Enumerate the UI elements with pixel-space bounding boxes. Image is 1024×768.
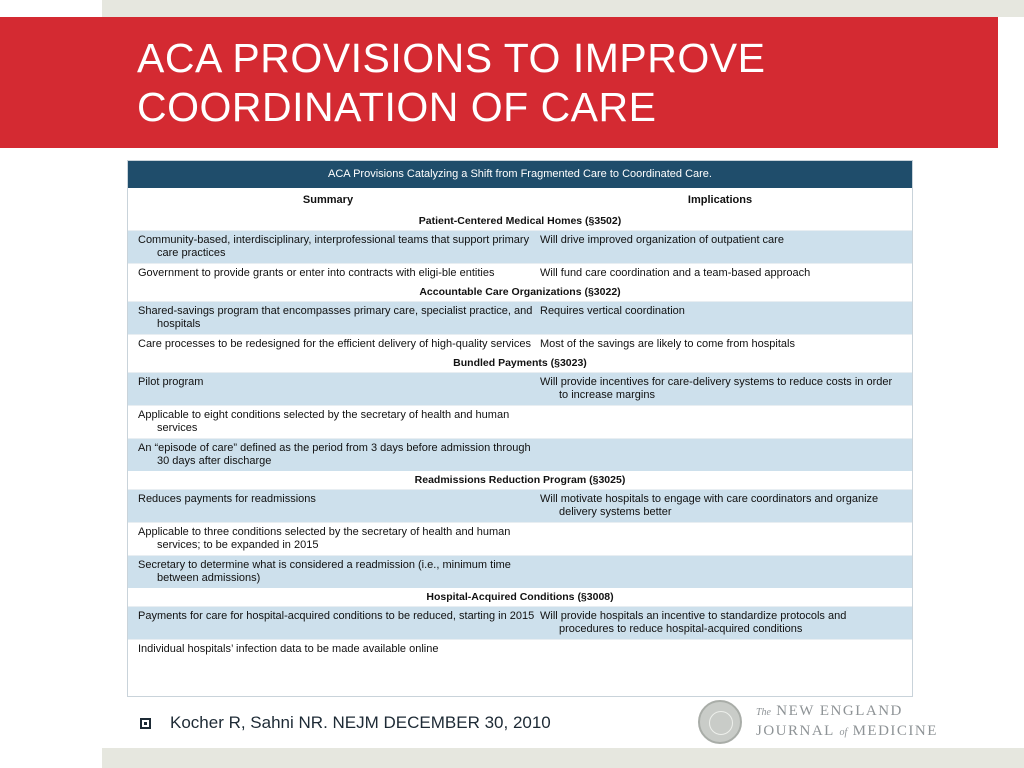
summary-cell [128, 607, 540, 639]
section-heading: Accountable Care Organizations (§3022) [128, 283, 912, 301]
summary-text: Pilot program [138, 376, 204, 388]
table-row [128, 555, 912, 588]
table-row [128, 263, 912, 283]
implication-cell [540, 607, 912, 639]
section-heading: Patient-Centered Medical Homes (§3502) [128, 212, 912, 230]
square-bullet-icon [140, 718, 151, 729]
provisions-table [127, 160, 913, 697]
summary-cell [128, 490, 540, 522]
implication-cell [540, 556, 912, 588]
summary-text: Applicable to eight conditions selected by the secretary of health and human services [138, 409, 510, 434]
logo-the: The [756, 707, 771, 718]
column-headers [128, 188, 912, 212]
summary-cell [128, 556, 540, 588]
table-row [128, 522, 912, 555]
citation [140, 713, 551, 733]
column-header-implications: Implications [687, 194, 753, 206]
citation-text: Kocher R, Sahni NR. NEJM DECEMBER 30, 2010 [170, 713, 551, 732]
slide-title-line2: COORDINATION OF CARE [137, 84, 657, 130]
implication-text: Will motivate hospitals to engage with care coordinators and organize delivery systems better [540, 493, 879, 518]
logo-of: of [839, 727, 848, 738]
implication-cell [540, 231, 912, 263]
table-row [128, 489, 912, 522]
table-row [128, 230, 912, 263]
implication-text: Will provide incentives for care-delivery systems to reduce costs in order to increase margins [540, 376, 893, 401]
summary-text: Applicable to three conditions selected by the secretary of health and human services; to be expanded in 2015 [138, 526, 511, 551]
nejm-logo [698, 698, 988, 746]
nejm-logo-text [756, 702, 938, 742]
implication-cell [540, 640, 912, 659]
summary-text: An “episode of care” defined as the period from 3 days before admission through 30 days after discharge [138, 442, 531, 467]
summary-cell [128, 406, 540, 438]
implication-text: Most of the savings are likely to come from hospitals [540, 338, 795, 350]
implication-cell [540, 373, 912, 405]
summary-text: Care processes to be redesigned for the efficient delivery of high-quality services [138, 338, 531, 350]
summary-cell [128, 264, 540, 283]
implication-cell [540, 264, 912, 283]
section-heading: Hospital-Acquired Conditions (§3008) [128, 588, 912, 606]
summary-cell [128, 231, 540, 263]
summary-cell [128, 523, 540, 555]
slide-title-line1: ACA PROVISIONS TO IMPROVE [137, 35, 766, 81]
implication-text: Will fund care coordination and a team-based approach [540, 267, 811, 279]
implication-cell [540, 335, 912, 354]
summary-cell [128, 373, 540, 405]
logo-medicine: MEDICINE [852, 723, 938, 739]
section-heading: Readmissions Reduction Program (§3025) [128, 471, 912, 489]
implication-cell [540, 490, 912, 522]
summary-cell [128, 302, 540, 334]
summary-text: Individual hospitals’ infection data to be made available online [138, 643, 439, 655]
implication-cell [540, 302, 912, 334]
nejm-seal-icon [698, 700, 742, 744]
summary-text: Reduces payments for readmissions [138, 493, 316, 505]
implication-text: Requires vertical coordination [540, 305, 685, 317]
table-row [128, 438, 912, 471]
summary-text: Secretary to determine what is considered a readmission (i.e., minimum time between admissions) [138, 559, 511, 584]
table-row [128, 301, 912, 334]
top-decor-strip [102, 0, 1024, 17]
table-row [128, 606, 912, 639]
table-caption: ACA Provisions Catalyzing a Shift from Fragmented Care to Coordinated Care. [128, 161, 912, 188]
implication-text: Will drive improved organization of outpatient care [540, 234, 784, 246]
summary-text: Community-based, interdisciplinary, interprofessional teams that support primary care practices [138, 234, 530, 259]
implication-cell [540, 406, 912, 438]
table-row [128, 372, 912, 405]
section-heading: Bundled Payments (§3023) [128, 354, 912, 372]
table-body [128, 212, 912, 659]
table-row [128, 334, 912, 354]
slide-title [137, 34, 977, 132]
bottom-decor-strip [102, 748, 1024, 768]
summary-cell [128, 335, 540, 354]
table-row [128, 639, 912, 659]
implication-cell [540, 523, 912, 555]
table-row [128, 405, 912, 438]
summary-text: Shared-savings program that encompasses primary care, specialist practice, and hospitals [138, 305, 533, 330]
logo-line1: NEW ENGLAND [776, 703, 903, 719]
summary-cell [128, 439, 540, 471]
summary-text: Government to provide grants or enter into contracts with eligi-ble entities [138, 267, 495, 279]
implication-text: Will provide hospitals an incentive to standardize protocols and procedures to reduce hospital-acquired conditions [540, 610, 847, 635]
implication-cell [540, 439, 912, 471]
column-header-summary: Summary [302, 194, 354, 206]
logo-journal: JOURNAL [756, 723, 835, 739]
summary-text: Payments for care for hospital-acquired conditions to be reduced, starting in 2015 [138, 610, 535, 622]
summary-cell [128, 640, 540, 659]
